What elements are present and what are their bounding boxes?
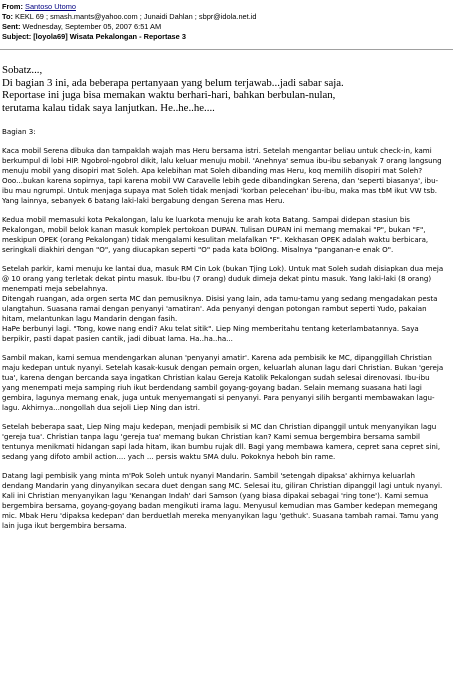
email-header — [0, 0, 453, 42]
paragraph-4: Sambil makan, kami semua mendengarkan alunan 'penyanyi amatir'. Karena ada pembisik ke MC, dipanggillah Christian maju kedepan untuk nyanyi. Setelah kasak-kusuk dengan pemain orgen, keluarlah alunan lagu dari Christian. Bukan 'gereja tua', karena dengan bercanda saya ingatkan Christian kalau Gereja Katolik Pekalongan sudah selesai direnovasi. Ibu-ibu yang menempati meja samping riuh ikut berdendang sambil goyang-goyang badan. Selain memang suasana hati lagi gembira, lagunya memang enak, juga untuk menyemangati si penyanyi. Para penyanyi silih berganti membawakan lagu-lagu. Akhirnya...nongollah dua sejoli Liep Ning dan istri. — [2, 353, 444, 412]
to-recipients: KEKL 69 ; smash.mants@yahoo.com ; Junaidi Dahlan ; sbpr@idola.net.id — [15, 12, 257, 21]
subject-text: [loyola69] Wisata Pekalongan - Reportase 3 — [33, 32, 186, 41]
paragraph-3c: HaPe berbunyi lagi. "Tong, kowe nang endi? Aku telat sitik". Liep Ning memberitahu tentang keterlambatannya. Saya berpikir, pasti dapat pasien cantik, jadi dibuat lama. Ha..ha..ha... — [2, 324, 419, 343]
subject-row — [2, 32, 453, 42]
intro-line-1: Di bagian 3 ini, ada beberapa pertanyaan yang belum terjawab...jadi sabar saja. — [2, 76, 344, 89]
paragraph-3a: Setelah parkir, kami menuju ke lantai dua, masuk RM Cin Lok (bukan Tjing Lok). Untuk mat Soleh sudah disiapkan dua meja @ 10 orang yang terletak dekat pintu masuk. Ibu-Ibu (7 orang) duduk dimeja dekat pintu masuk. Yang laki-laki (8 orang) menempati meja sebelahnya. — [2, 264, 444, 293]
sent-date: Wednesday, September 05, 2007 6:51 AM — [22, 22, 162, 31]
greeting: Sobatz..., — [2, 64, 43, 76]
header-divider — [0, 49, 453, 50]
paragraph-1: Kaca mobil Serena dibuka dan tampaklah wajah mas Heru bersama istri. Setelah mengantar beliau untuk check-in, kami berkumpul di lobi HIP. Ngobrol-ngobrol dikit, lalu keluar menuju mobil. 'Anehnya' semua ibu-ibu sebanyak 7 orang langsung menuju mobil yang disopiri mat Soleh. Apa kelebihan mat Soleh dibanding mas Heru, koq memilih disopiri mat Soleh? Ooo...bukan karena sopirnya, tapi karena mobil VW Caravelle lebih gede dibandingkan Serena, dan 'seperti biasanya', ibu-ibu mau ngrumpi. Untuk menjaga supaya mat Soleh tidak menjadi 'korban pelecehan' ibu-ibu, maka mas tbM ikut VW tsb. Yang lainnya, sebanyek 6 batang laki-laki bergabung dengan Serena mas Heru. — [2, 146, 442, 205]
from-label: From: — [2, 2, 23, 11]
subject-label: Subject: — [2, 32, 32, 41]
paragraph-3b: Ditengah ruangan, ada orgen serta MC dan pemusiknya. Disisi yang lain, ada tamu-tamu yang sedang mengadakan pesta ulangtahun. Suasana ramai dengan penyanyi 'amatiran'. Ada penyanyi dengan potongan rambut seperti Yudo, pakaian hitam, melantunkan lagu Mandarin dengan fasih. — [2, 294, 438, 323]
intro-line-3: terutama kalau tidak saya lanjutkan. He..he..he.... — [2, 101, 215, 114]
to-row — [2, 12, 453, 22]
paragraph-5: Setelah beberapa saat, Liep Ning maju kedepan, menjadi pembisik si MC dan Christian dipanggil untuk menyanyikan lagu 'gereja tua'. Christian tanpa lagu 'gereja tua' memang bukan Christian kan? Kami semua bergembira bersama sambil tentunya menikmati hidangan sapi lada hitam, ikan bumbu rujak dll. Bagi yang membawa kamera, cepret sana cepret sini, sedang yang difoto ambil action.... yach ... persis waktu SMA dulu. Pokoknya heboh bin rame. — [2, 422, 441, 461]
section-heading: Bagian 3: — [2, 127, 36, 136]
to-label: To: — [2, 12, 13, 21]
from-row — [2, 2, 453, 12]
message-body — [2, 127, 448, 540]
intro-line-2: Reportase ini juga bisa memakan waktu berhari-hari, bahkan berbulan-nulan, — [2, 89, 336, 102]
from-sender-link[interactable]: Santoso Utomo — [25, 2, 76, 11]
sent-label: Sent: — [2, 22, 21, 31]
paragraph-6: Datang lagi pembisik yang minta m'Pok Soleh untuk nyanyi Mandarin. Sambil 'setengah dipaksa' akhirnya keluarlah dendang Mandarin yang dinyanyikan secara duet dengan sang MC. Selesai itu, giliran Christian dipanggil lagi untuk nyanyi. Kali ini Christian menyanyikan lagu 'Kenangan Indah' dari Samson (yang biasa dipakai sebagai 'ring tone'). Kami semua bergembira bersama, goyang-goyang badan mengikuti irama lagu. Menyusul kemudian mas Gamber kedepan memegang mic. Mbak Heru 'dipaksa kedepan' dan berduetlah mereka menyanyikan lagu 'gethuk'. Suasana tambah ramai. Tamu yang lain juga ikut bergembira bersama. — [2, 471, 443, 530]
sent-row — [2, 22, 453, 32]
intro-block — [2, 64, 448, 114]
paragraph-2: Kedua mobil memasuki kota Pekalongan, lalu ke luarkota menuju ke arah kota Batang. Sampai didepan stasiun bis Pekalongan, mobil belok kanan masuk komplek pertokoan DUPAN. Tulisan DUPAN ini memang memakai "P", bukan "F", meskipun OPEK (orang Pekalongan) tidak mengalami kesulitan melafalkan "F". Kekhasan OPEK adalah waktu berbicara, seringkali diakhiri dengan "O", yang diucapkan seperti "O" pada kata bOlOng. Misalnya "panganan-e enak O". — [2, 215, 429, 254]
